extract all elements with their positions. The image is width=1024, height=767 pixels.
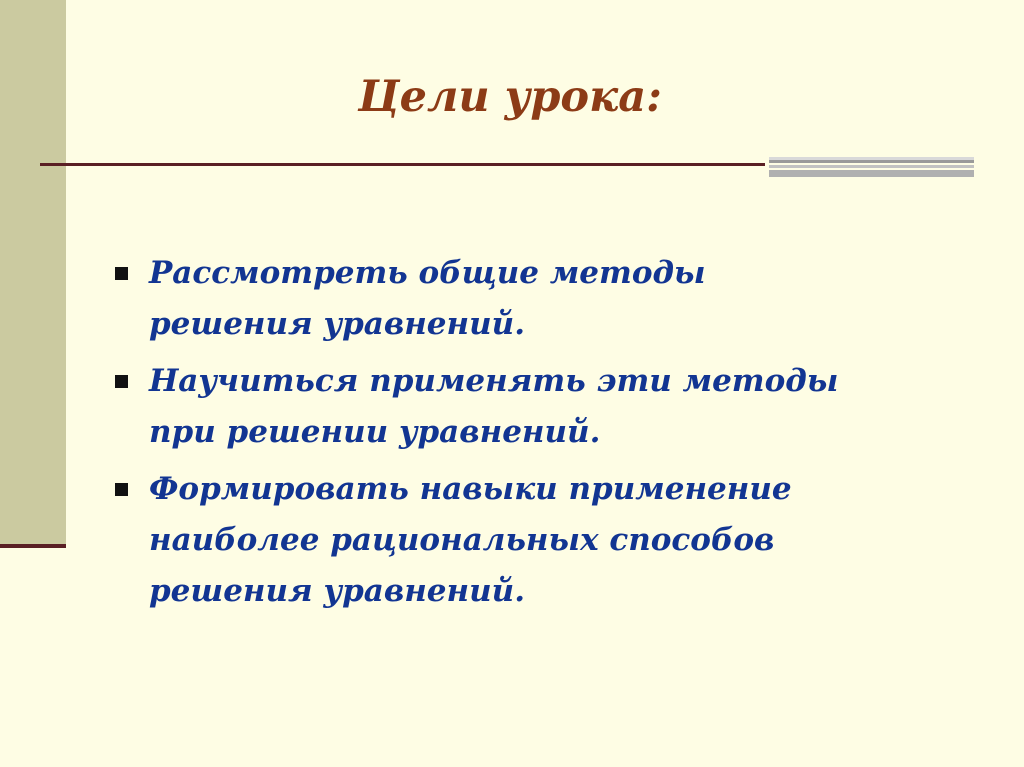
bullet-item	[112, 356, 992, 458]
title-accent-bars	[769, 157, 974, 177]
square-bullet-icon	[115, 483, 128, 496]
bullet-text-line: Формировать навыки применение	[149, 471, 792, 507]
square-bullet-icon	[115, 375, 128, 388]
square-bullet-icon	[115, 267, 128, 280]
bullet-text-line: решения уравнений.	[149, 306, 525, 342]
bullet-text-line: решения уравнений.	[149, 573, 525, 609]
bullet-item	[112, 464, 992, 617]
side-band-rule	[0, 544, 66, 548]
bullet-text-line: при решении уравнений.	[149, 414, 601, 450]
side-band	[0, 0, 66, 545]
slide-title: Цели урока:	[358, 72, 662, 122]
bullet-list	[112, 248, 992, 623]
title-underline	[40, 163, 765, 166]
bullet-item	[112, 248, 992, 350]
bullet-text-line: Рассмотреть общие методы	[149, 255, 706, 291]
bullet-text-line: наиболее рациональных способов	[149, 522, 775, 558]
bullet-text-line: Научиться применять эти методы	[149, 363, 839, 399]
